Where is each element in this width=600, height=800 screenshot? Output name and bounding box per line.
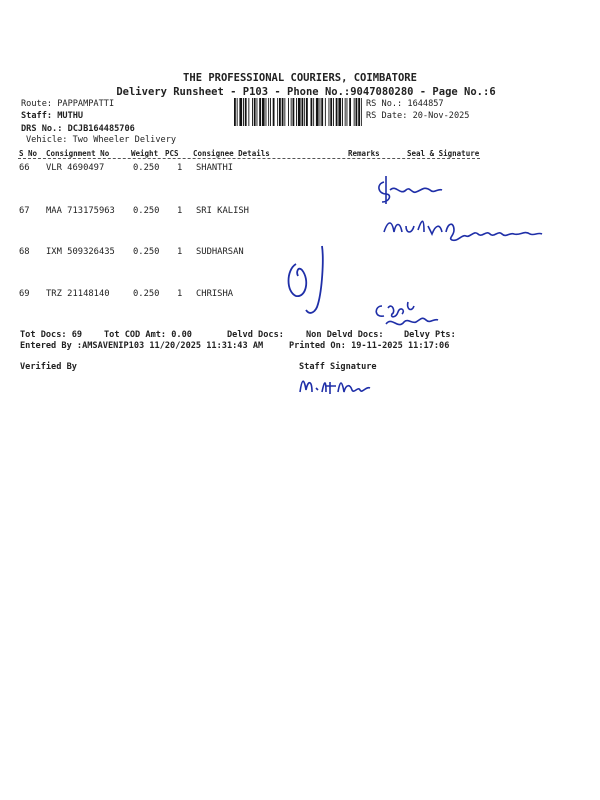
rs-date: RS Date: 20-Nov-2025 [366, 111, 470, 121]
cell-weight: 0.250 [133, 206, 160, 216]
col-header-pcs: PCS [165, 149, 179, 158]
staff-label: Staff: MUTHU [21, 111, 84, 121]
col-header-sno: S No [19, 149, 38, 158]
col-header-remarks: Remarks [348, 149, 380, 158]
delivery-points: Delvy Pts: [404, 330, 456, 340]
col-header-seal: Seal & Signature [407, 149, 480, 158]
col-header-weight: Weight [131, 149, 159, 158]
col-header-consignee: Consignee Details [193, 149, 270, 158]
cell-pcs: 1 [177, 247, 183, 257]
cell-sno: 66 [19, 163, 30, 173]
cell-weight: 0.250 [133, 289, 160, 299]
cell-consignment: MAA 713175963 [46, 206, 115, 216]
staff-signature-label: Staff Signature [299, 362, 377, 372]
cell-pcs: 1 [177, 289, 183, 299]
drs-number: DRS No.: DCJB164485706 [21, 124, 135, 134]
cell-sno: 69 [19, 289, 30, 299]
cell-weight: 0.250 [133, 163, 160, 173]
delivered-docs: Delvd Docs: [227, 330, 284, 340]
runsheet-subtitle: Delivery Runsheet - P103 - Phone No.:9047080280 - Page No.:6 [116, 86, 496, 98]
cell-pcs: 1 [177, 206, 183, 216]
rs-number: RS No.: 1644857 [366, 99, 444, 109]
cell-sno: 67 [19, 206, 30, 216]
table-row [0, 163, 600, 177]
cell-consignment: VLR 4690497 [46, 163, 105, 173]
header-rule [18, 158, 480, 159]
total-cod-amount: Tot COD Amt: 0.00 [104, 330, 192, 340]
cell-consignee: SHANTHI [196, 163, 234, 173]
cell-consignment: IXM 509326435 [46, 247, 115, 257]
cell-consignee: CHRISHA [196, 289, 234, 299]
non-delivered-docs: Non Delvd Docs: [306, 330, 384, 340]
total-docs: Tot Docs: 69 [20, 330, 83, 340]
col-header-consignment: Consignment No [46, 149, 110, 158]
staff-signature [296, 372, 386, 398]
printed-on: Printed On: 19-11-2025 11:17:06 [289, 341, 450, 351]
cell-weight: 0.250 [133, 247, 160, 257]
vehicle-label: Vehicle: Two Wheeler Delivery [26, 135, 177, 145]
signature-row-66 [372, 172, 452, 208]
verified-by-label: Verified By [20, 362, 77, 372]
cell-sno: 68 [19, 247, 30, 257]
cell-consignee: SUDHARSAN [196, 247, 244, 257]
company-title: THE PROFESSIONAL COURIERS, COIMBATORE [183, 72, 417, 84]
signature-row-67 [382, 212, 550, 248]
cell-consignment: TRZ 21148140 [46, 289, 110, 299]
barcode [234, 98, 362, 126]
signature-row-68 [282, 240, 342, 320]
entered-by: Entered By :AMSAVENIP103 11/20/2025 11:31:43 AM [20, 341, 264, 351]
route-label: Route: PAPPAMPATTI [21, 99, 115, 109]
cell-pcs: 1 [177, 163, 183, 173]
cell-consignee: SRI KALISH [196, 206, 249, 216]
signature-row-69 [372, 296, 462, 332]
